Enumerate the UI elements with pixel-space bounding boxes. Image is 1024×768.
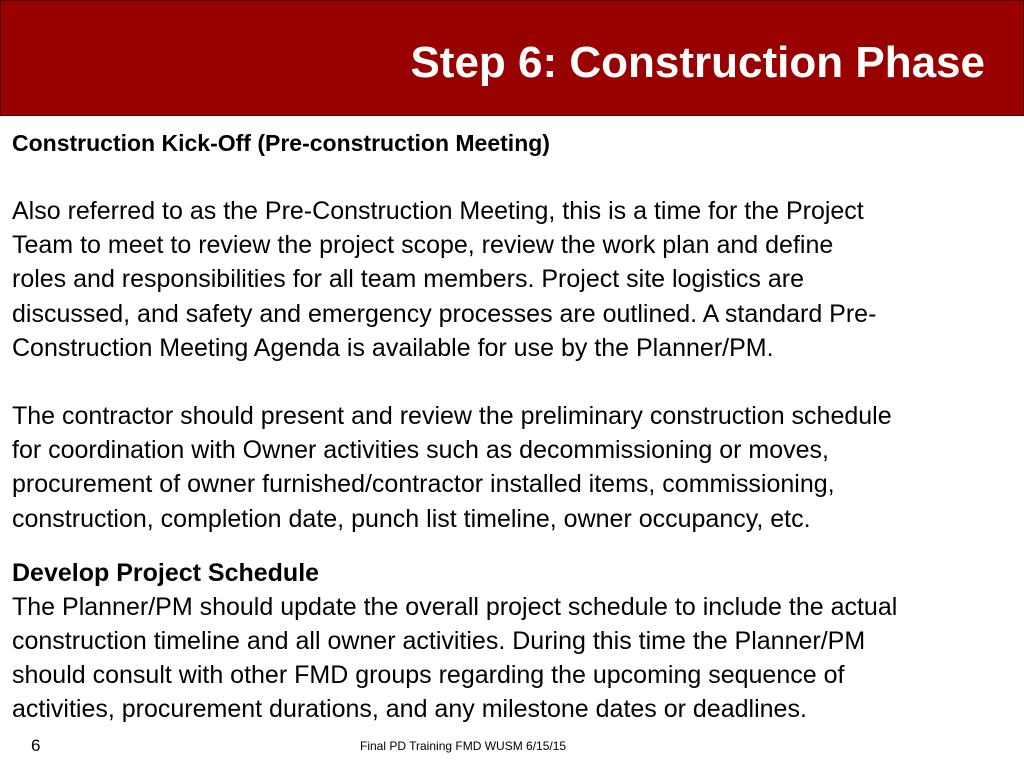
slide-title: Step 6: Construction Phase <box>410 38 985 87</box>
text-line: Construction Meeting Agenda is available for use by the Planner/PM. <box>12 333 774 362</box>
section-heading-kickoff: Construction Kick-Off (Pre-construction Meeting) <box>12 130 550 156</box>
text-line: construction, completion date, punch list timeline, owner occupancy, etc. <box>12 504 811 533</box>
text-line: for coordination with Owner activities such as decommissioning or moves, <box>12 436 830 465</box>
paragraph-contractor-schedule <box>12 399 1022 536</box>
text-line: Also referred to as the Pre-Construction Meeting, this is a time for the Project <box>12 197 864 225</box>
title-bar <box>0 0 1024 116</box>
text-line: should consult with other FMD groups regarding the upcoming sequence of <box>12 661 845 690</box>
text-line: Team to meet to review the project scope, review the work plan and define <box>12 231 834 260</box>
text-line: The Planner/PM should update the overall project schedule to include the actual <box>12 592 898 621</box>
text-line: procurement of owner furnished/contractor installed items, commissioning, <box>12 470 835 499</box>
page-number: 6 <box>31 736 41 755</box>
slide-body <box>12 126 1022 727</box>
footer-text: Final PD Training FMD WUSM 6/15/15 <box>360 739 567 753</box>
text-line: discussed, and safety and emergency processes are outlined. A standard Pre- <box>12 299 877 328</box>
section-heading-schedule: Develop Project Schedule <box>12 558 320 587</box>
text-line: activities, procurement durations, and any milestone dates or deadlines. <box>12 695 807 724</box>
text-line: construction timeline and all owner activities. During this time the Planner/PM <box>12 627 866 656</box>
text-line: The contractor should present and review the preliminary construction schedule <box>12 402 892 431</box>
text-line: roles and responsibilities for all team members. Project site logistics are <box>12 265 804 294</box>
paragraph-kickoff-description <box>12 194 1022 365</box>
paragraph-project-schedule <box>12 590 1022 727</box>
